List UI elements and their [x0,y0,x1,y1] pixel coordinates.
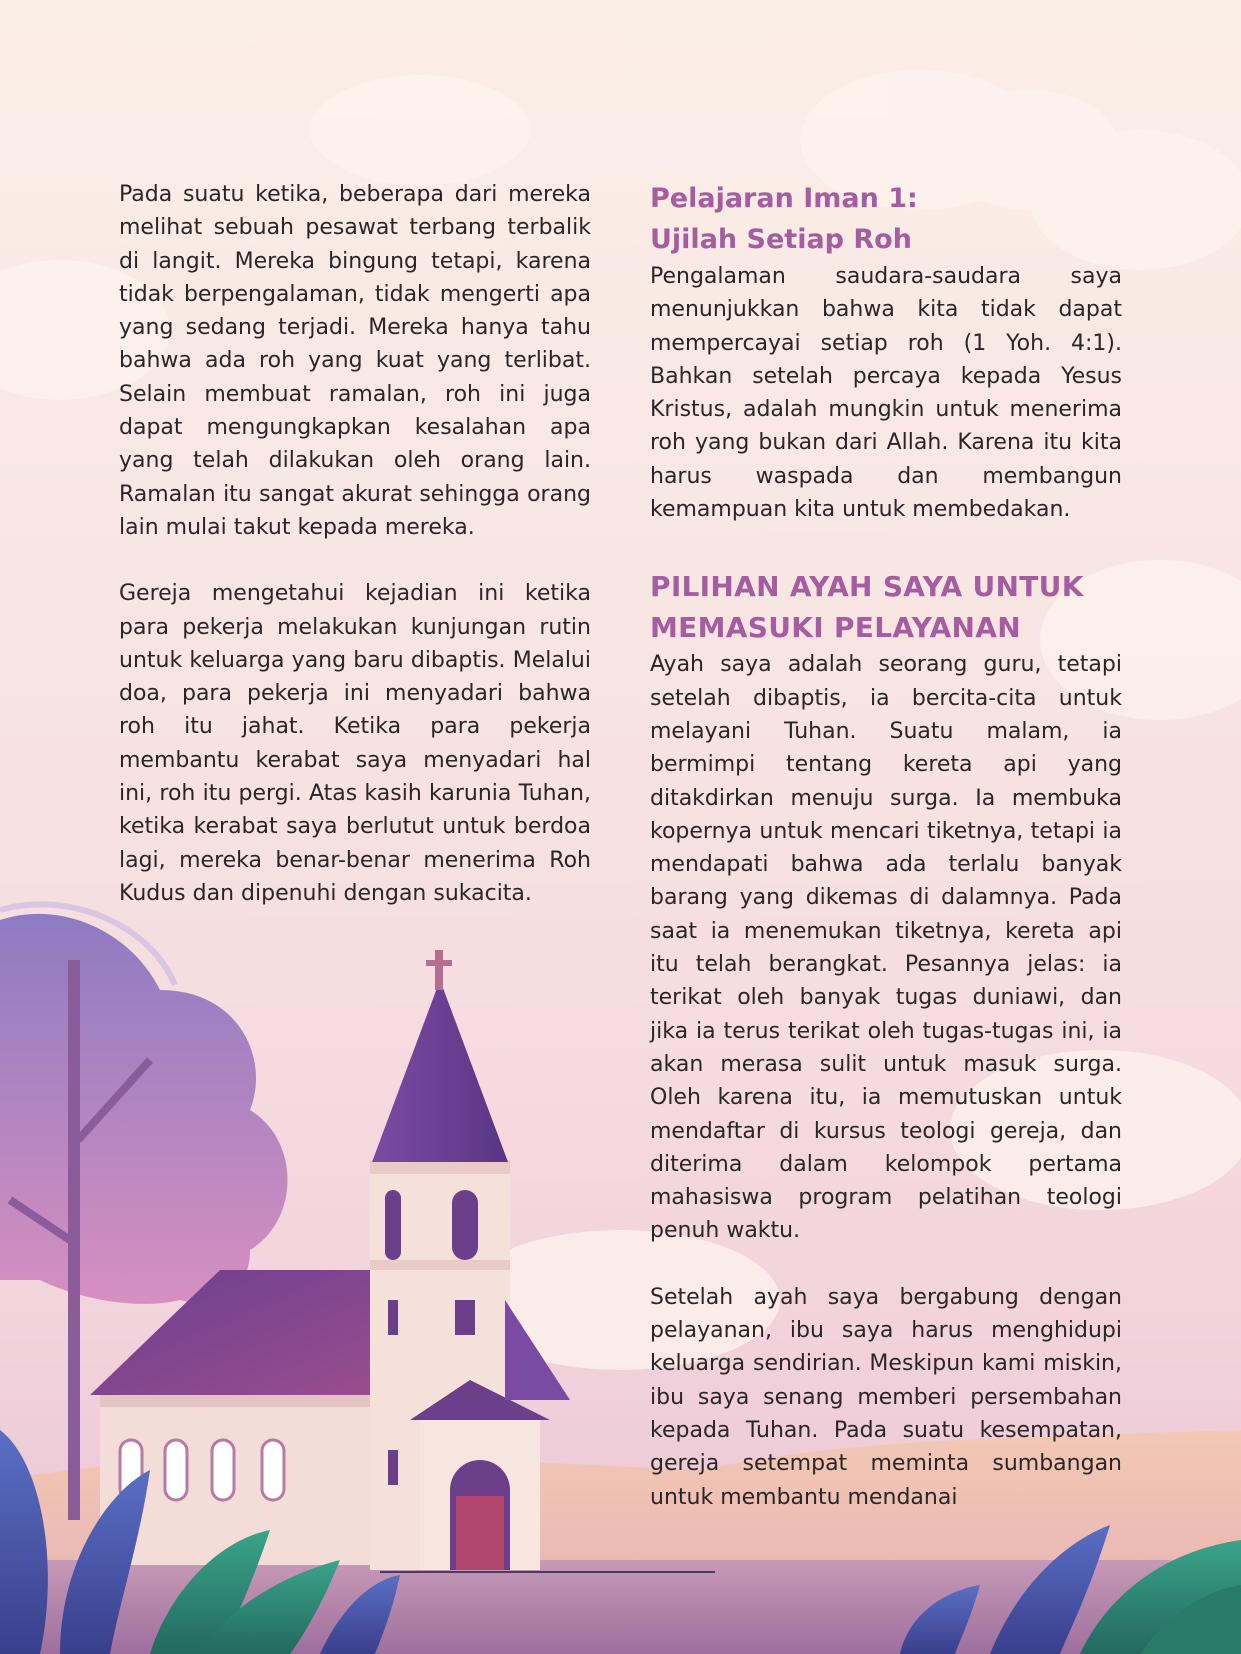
section-heading-line-2: MEMASUKI PELAYANAN [650,611,1021,645]
lesson-paragraph: Pengalaman saudara-saudara saya menunjukkan bahwa kita tidak dapat mempercayai setiap roh (1 Yoh. 4:1). Bahkan setelah percaya kepada Yesus Kristus, adalah mungkin untuk menerima roh yang bukan dari Allah. Karena itu kita harus waspada dan membangun kemampuan kita untuk membedakan. [650,264,1122,523]
lesson-heading-line-2: Ujilah Setiap Roh [650,224,912,255]
left-paragraph-1: Pada suatu ketika, beberapa dari mereka melihat sebuah pesawat terbang terbalik di langit. Mereka bingung tetapi, karena tidak berpengalaman, tidak mengerti apa yang sedang terjadi. Mereka hanya tahu bahwa ada roh yang kuat yang terlibat. Selain membuat ramalan, roh ini juga dapat mengungkapkan kesalahan apa yang telah dilakukan oleh orang lain. Ramalan itu sangat akurat sehingga orang lain mulai takut kepada mereka. [119,182,591,540]
section-paragraph-1: Ayah saya adalah seorang guru, tetapi setelah dibaptis, ia bercita-cita untuk melayani Tuhan. Suatu malam, ia bermimpi tentang kereta api yang ditakdirkan menuju surga. Ia membuka kopernya untuk mencari tiketnya, tetapi ia mendapati bahwa ada terlalu banyak barang yang dikemas di dalamnya. Pada saat ia menemukan tiketnya, kereta api itu telah berangkat. Pesannya jelas: ia terikat oleh banyak tugas duniawi, dan jika ia terus terikat oleh tugas-tugas ini, ia akan merasa sulit untuk masuk surga. Oleh karena itu, ia memutuskan untuk mendaftar di kursus teologi gereja, dan diterima dalam kelompok pertama mahasiswa program pelatihan teologi penuh waktu. [650,652,1122,1244]
right-column [650,178,1122,1514]
section-paragraph-2: Setelah ayah saya bergabung dengan pelayanan, ibu saya harus menghidupi keluarga sendirian. Meskipun kami miskin, ibu saya senang memberi persembahan kepada Tuhan. Pada suatu kesempatan, gereja setempat meminta sumbangan untuk membantu mendanai [650,1284,1122,1510]
left-paragraph-2: Gereja mengetahui kejadian ini ketika para pekerja melakukan kunjungan rutin untuk keluarga yang baru dibaptis. Melalui doa, para pekerja ini menyadari bahwa roh itu jahat. Ketika para pekerja membantu kerabat saya menyadari hal ini, roh itu pergi. Atas kasih karunia Tuhan, ketika kerabat saya berlutut untuk berdoa lagi, mereka benar-benar menerima Roh Kudus dan dipenuhi dengan sukacita. [119,581,591,906]
section-heading [650,566,1122,648]
left-column [119,178,591,910]
lesson-heading [650,178,1122,260]
lesson-heading-line-1: Pelajaran Iman 1: [650,183,918,214]
section-heading-line-1: PILIHAN AYAH SAYA UNTUK [650,570,1084,604]
cross-icon [426,950,452,990]
